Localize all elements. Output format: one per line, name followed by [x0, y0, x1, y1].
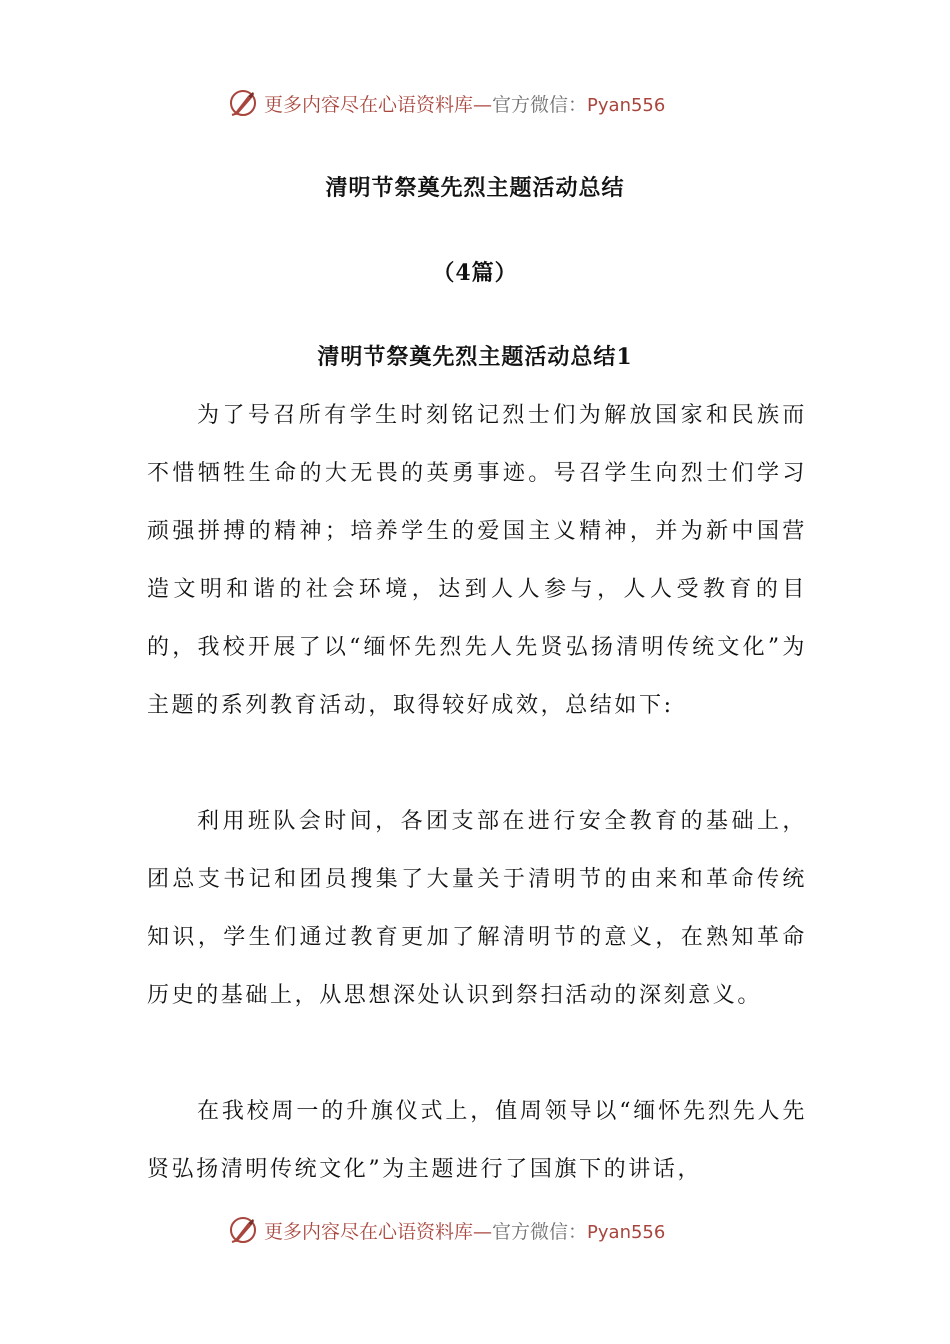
pen-feather-logo-icon	[228, 88, 258, 118]
banner-wechat-id: Pyan556	[587, 94, 666, 116]
pen-feather-logo-icon	[228, 1215, 258, 1245]
document-title: 清明节祭奠先烈主题活动总结	[325, 175, 625, 201]
document-count: （4篇）	[432, 260, 518, 286]
banner-text	[264, 1217, 665, 1244]
section-title: 清明节祭奠先烈主题活动总结1	[317, 344, 633, 370]
footer-banner	[228, 1212, 665, 1248]
banner-text	[264, 90, 665, 117]
body-paragraph-1: 为了号召所有学生时刻铭记烈士们为解放国家和民族而不惜牺牲生命的大无畏的英勇事迹。号召学生向烈士们学习顽强拼搏的精神；培养学生的爱国主义精神，并为新中国营造文明和谐的社会环境，达到人人参与，人人受教育的目的，我校开展了以“缅怀先烈先人先贤弘扬清明传统文化”为主题的系列教育活动，取得较好成效，总结如下:	[147, 403, 807, 718]
banner-main-text: 更多内容尽在心语资料库	[264, 93, 474, 116]
body-paragraph-3: 在我校周一的升旗仪式上，值周领导以“缅怀先烈先人先贤弘扬清明传统文化”为主题进行了国旗下的讲话，	[147, 1099, 807, 1182]
header-banner	[228, 85, 665, 121]
banner-dash: —	[473, 1220, 493, 1243]
banner-dash: —	[473, 93, 493, 116]
banner-main-text: 更多内容尽在心语资料库	[264, 1220, 474, 1243]
banner-wechat-label: 官方微信：	[492, 1220, 588, 1243]
banner-wechat-label: 官方微信：	[492, 93, 588, 116]
banner-wechat-id: Pyan556	[587, 1221, 666, 1243]
body-paragraph-2: 利用班队会时间，各团支部在进行安全教育的基础上，团总支书记和团员搜集了大量关于清明节的由来和革命传统知识，学生们通过教育更加了解清明节的意义，在熟知革命历史的基础上，从思想深处认识到祭扫活动的深刻意义。	[147, 809, 807, 1008]
